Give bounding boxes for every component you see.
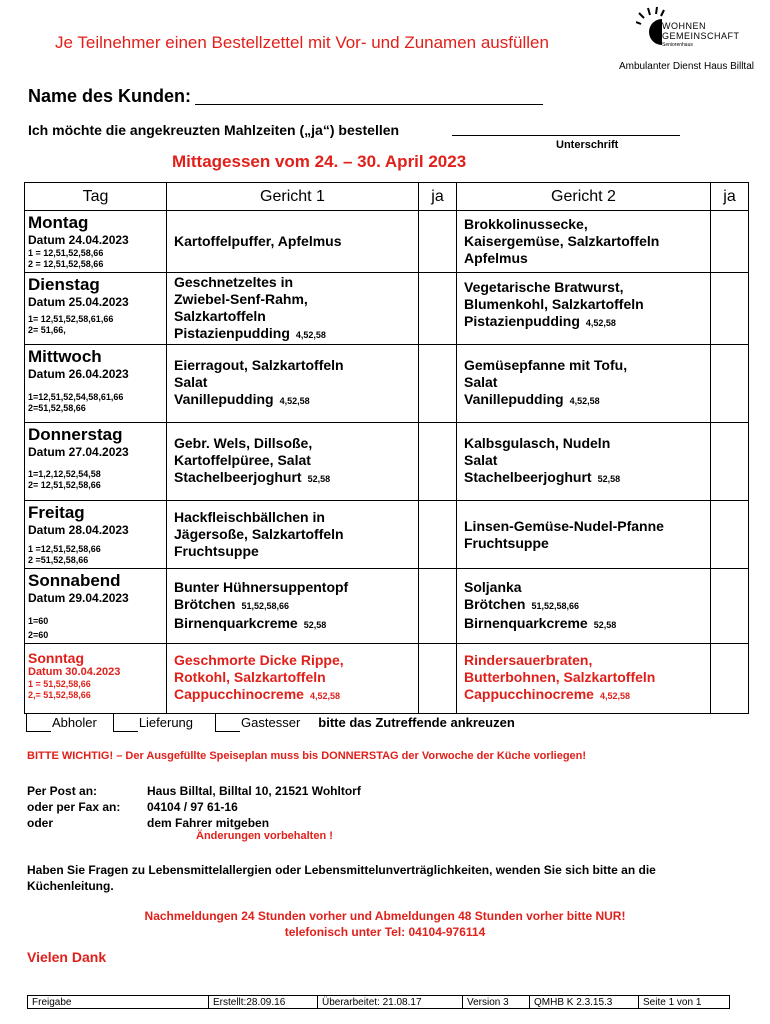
allergen-code: 4,52,58 <box>295 329 326 340</box>
customer-name-field[interactable] <box>195 104 543 105</box>
day-codes: 1=1,2,12,52,54,58 <box>28 469 101 479</box>
dish-line: Brötchen <box>464 595 526 612</box>
table-row <box>25 501 749 569</box>
footer-created: Erstellt:28.09.16 <box>209 996 318 1009</box>
dish1-cell <box>167 423 419 501</box>
dish1-cell <box>167 273 419 345</box>
dish2-cell <box>457 423 711 501</box>
contact-labels <box>27 783 120 831</box>
allergen-code: 52,58 <box>597 474 621 484</box>
signature-field[interactable] <box>452 135 680 136</box>
dish-line: Jägersoße, Salzkartoffeln <box>174 526 344 542</box>
important-note: BITTE WICHTIG! – Der Ausgefüllte Speiseplan muss bis DONNERSTAG der Vorwoche der Küche vorliegen! <box>27 750 587 762</box>
post-label: Per Post an: <box>27 784 98 798</box>
yes1-checkbox-cell[interactable] <box>419 644 457 714</box>
dish-line: Geschnetzeltes in <box>174 273 294 290</box>
option-delivery[interactable] <box>113 713 193 732</box>
day-name: Sonntag <box>28 650 84 666</box>
header-note: Je Teilnehmer einen Bestellzettel mit Vor- und Zunamen ausfüllen <box>55 33 549 52</box>
day-codes: 1 = 12,51,52,58,66 <box>28 248 104 258</box>
dish-line: Soljanka <box>464 578 522 595</box>
day-cell <box>25 501 167 569</box>
notice-line2: telefonisch unter Tel: 04104-976114 <box>284 925 486 939</box>
menu-header-row <box>25 183 749 211</box>
dish-line: Linsen-Gemüse-Nudel-Pfanne <box>464 517 664 534</box>
allergen-code: 52,58 <box>593 619 617 630</box>
yes2-checkbox-cell[interactable] <box>711 211 749 273</box>
yes2-checkbox-cell[interactable] <box>711 501 749 569</box>
allergen-code: 4,52,58 <box>309 691 340 701</box>
day-name: Donnerstag <box>28 425 123 444</box>
dish-line: Salat <box>464 452 498 468</box>
dish1-cell <box>167 501 419 569</box>
option-pickup[interactable] <box>26 713 97 732</box>
fax-number: 04104 / 97 61-16 <box>147 800 238 814</box>
day-name: Dienstag <box>28 275 100 294</box>
dish-line: Eierragout, Salzkartoffeln <box>174 357 344 373</box>
dish-line: Apfelmus <box>464 250 528 266</box>
dish-line: Birnenquarkcreme <box>464 614 588 631</box>
dish-line: Fruchtsuppe <box>464 534 549 551</box>
dish-line: Stachelbeerjoghurt <box>464 469 592 485</box>
day-codes: 1 = 51,52,58,66 <box>28 679 91 689</box>
allergen-code: 4,52,58 <box>569 396 600 406</box>
footer-revised: Überarbeitet: 21.08.17 <box>318 996 463 1009</box>
yes1-checkbox-cell[interactable] <box>419 345 457 423</box>
service-name: Ambulanter Dienst Haus Billtal <box>618 61 754 72</box>
driver-note: dem Fahrer mitgeben <box>147 816 270 830</box>
notice <box>0 908 770 940</box>
dish-line: Birnenquarkcreme <box>174 614 298 631</box>
dish-line: Vanillepudding <box>464 391 564 407</box>
yes1-checkbox-cell[interactable] <box>419 569 457 644</box>
day-cell <box>25 211 167 273</box>
signature-label: Unterschrift <box>556 139 619 151</box>
dish-line: Bunter Hühnersuppentopf <box>174 578 349 595</box>
day-date: Datum 30.04.2023 <box>28 666 121 678</box>
dish-line: Hackfleischbällchen in <box>174 509 325 525</box>
dish2-cell <box>457 345 711 423</box>
day-date: Datum 25.04.2023 <box>28 295 129 309</box>
dish2-cell <box>457 644 711 714</box>
logo-text-line2: GEMEINSCHAFT <box>662 31 740 41</box>
allergen-code: 51,52,58,66 <box>531 600 579 611</box>
dish2-cell <box>457 211 711 273</box>
logo <box>636 5 740 55</box>
day-cell <box>25 569 167 644</box>
guest-checkbox[interactable] <box>215 713 240 732</box>
dish-line: Butterbohnen, Salzkartoffeln <box>464 669 656 685</box>
table-row <box>25 569 749 644</box>
customer-name-label: Name des Kunden: <box>28 86 192 106</box>
delivery-checkbox[interactable] <box>113 713 138 732</box>
day-name: Mittwoch <box>28 347 102 366</box>
changes-reserved: Änderungen vorbehalten ! <box>196 830 333 842</box>
day-codes: 2= 51,66, <box>28 325 66 335</box>
dish-line: Blumenkohl, Salzkartoffeln <box>464 296 644 312</box>
day-cell <box>25 644 167 714</box>
or-label: oder <box>27 816 54 830</box>
yes2-checkbox-cell[interactable] <box>711 345 749 423</box>
dish-line: Pistazienpudding <box>464 313 580 329</box>
day-codes: 2 =51,52,58,66 <box>28 555 89 565</box>
yes2-checkbox-cell[interactable] <box>711 273 749 345</box>
day-codes: 2=51,52,58,66 <box>28 403 86 413</box>
dish1-cell <box>167 345 419 423</box>
option-guest[interactable] <box>215 713 300 732</box>
yes2-checkbox-cell[interactable] <box>711 644 749 714</box>
dish-line: Kalbsgulasch, Nudeln <box>464 435 611 451</box>
dish-line: Rindersauerbraten, <box>464 652 593 668</box>
allergen-code: 51,52,58,66 <box>241 600 289 611</box>
day-codes: 2=60 <box>28 630 49 640</box>
day-date: Datum 29.04.2023 <box>28 591 129 605</box>
header-dish2: Gericht 2 <box>457 183 711 211</box>
dish-line: Salat <box>464 374 498 390</box>
yes1-checkbox-cell[interactable] <box>419 273 457 345</box>
menu-title: Mittagessen vom 24. – 30. April 2023 <box>172 152 467 171</box>
order-statement: Ich möchte die angekreuzten Mahlzeiten („ja“) bestellen <box>28 122 400 138</box>
menu-table <box>24 182 749 714</box>
dish-line: Kaisergemüse, Salzkartoffeln <box>464 233 660 249</box>
day-codes: 2 = 12,51,52,58,66 <box>28 259 104 269</box>
yes2-checkbox-cell[interactable] <box>711 569 749 644</box>
dish-line: Gebr. Wels, Dillsoße, <box>174 435 313 451</box>
table-row <box>25 644 749 714</box>
header-dish1: Gericht 1 <box>167 183 419 211</box>
footer-release: Freigabe <box>28 996 209 1009</box>
dish-line: Fruchtsuppe <box>174 543 259 559</box>
header-yes1: ja <box>419 183 457 211</box>
pickup-label: Abholer <box>52 715 97 730</box>
delivery-options <box>26 713 515 732</box>
dish-line: Brokkolinussecke, <box>464 216 588 232</box>
day-cell <box>25 345 167 423</box>
allergen-code: 4,52,58 <box>599 691 630 701</box>
dish-line: Salat <box>174 374 208 390</box>
day-name: Montag <box>28 213 89 232</box>
logo-text-line1: WOHNEN <box>662 21 706 31</box>
header-day: Tag <box>25 183 167 211</box>
dish-line: Salzkartoffeln <box>174 307 266 324</box>
day-date: Datum 24.04.2023 <box>28 233 129 247</box>
dish-line: Gemüsepfanne mit Tofu, <box>464 357 628 373</box>
footer-version: Version 3 <box>463 996 530 1009</box>
address: Haus Billtal, Billtal 10, 21521 Wohltorf <box>147 784 361 798</box>
footer-doc-id: QMHB K 2.3.15.3 <box>530 996 639 1009</box>
day-codes: 1= 12,51,52,58,61,66 <box>28 314 114 324</box>
dish-line: Rotkohl, Salzkartoffeln <box>174 669 326 685</box>
day-name: Freitag <box>28 503 85 522</box>
footer-page: Seite 1 von 1 <box>639 996 730 1009</box>
allergen-code: 52,58 <box>307 474 331 484</box>
day-name: Sonnabend <box>28 571 121 590</box>
table-row <box>25 273 749 345</box>
dish-line: Geschmorte Dicke Rippe, <box>174 652 344 668</box>
allergy-note: Haben Sie Fragen zu Lebensmittelallergien oder Lebensmittelunverträglichkeiten, wenden Sie sich bitte an die Küchenleitung. <box>27 863 656 893</box>
guest-label: Gastesser <box>241 715 301 730</box>
day-codes: 1 =12,51,52,58,66 <box>28 544 101 554</box>
dish1-cell <box>167 569 419 644</box>
table-row <box>25 345 749 423</box>
contact-values <box>147 783 361 831</box>
yes1-checkbox-cell[interactable] <box>419 423 457 501</box>
dish1-cell <box>167 644 419 714</box>
dish1-cell <box>167 211 419 273</box>
logo-text-line3: Seniorenhaus <box>662 42 693 48</box>
dish-line: Kartoffelpüree, Salat <box>174 452 311 468</box>
delivery-label: Lieferung <box>138 715 194 730</box>
day-codes: 2= 12,51,52,58,66 <box>28 480 101 490</box>
dish-line: Vanillepudding <box>174 391 274 407</box>
day-date: Datum 26.04.2023 <box>28 367 129 381</box>
header-yes2: ja <box>711 183 749 211</box>
day-codes: 2,= 51,52,58,66 <box>28 690 91 700</box>
table-row <box>25 423 749 501</box>
day-cell <box>25 273 167 345</box>
allergen-code: 52,58 <box>303 619 327 630</box>
day-cell <box>25 423 167 501</box>
yes1-checkbox-cell[interactable] <box>419 211 457 273</box>
yes1-checkbox-cell[interactable] <box>419 501 457 569</box>
day-codes: 1=60 <box>28 616 49 626</box>
allergen-code: 4,52,58 <box>585 318 616 328</box>
pickup-checkbox[interactable] <box>26 713 51 732</box>
dish-line: Kartoffelpuffer, Apfelmus <box>174 233 342 249</box>
day-codes: 1=12,51,52,54,58,61,66 <box>28 392 124 402</box>
day-date: Datum 28.04.2023 <box>28 523 129 537</box>
allergen-code: 4,52,58 <box>279 396 310 406</box>
dish2-cell <box>457 501 711 569</box>
dish-line: Cappucchinocreme <box>174 686 304 702</box>
footer-table <box>27 995 730 1009</box>
dish-line: Zwiebel-Senf-Rahm, <box>174 290 308 307</box>
dish2-cell <box>457 273 711 345</box>
notice-line1: Nachmeldungen 24 Stunden vorher und Abmeldungen 48 Stunden vorher bitte NUR! <box>144 909 626 923</box>
day-date: Datum 27.04.2023 <box>28 445 129 459</box>
table-row <box>25 211 749 273</box>
yes2-checkbox-cell[interactable] <box>711 423 749 501</box>
dish2-cell <box>457 569 711 644</box>
dish-line: Stachelbeerjoghurt <box>174 469 302 485</box>
options-instruction: bitte das Zutreffende ankreuzen <box>318 715 515 730</box>
dish-line: Vegetarische Bratwurst, <box>464 279 624 295</box>
dish-line: Pistazienpudding <box>174 324 290 341</box>
thanks: Vielen Dank <box>27 949 107 965</box>
footer-row <box>28 996 730 1009</box>
dish-line: Cappucchinocreme <box>464 686 594 702</box>
dish-line: Brötchen <box>174 595 236 612</box>
fax-label: oder per Fax an: <box>27 800 121 814</box>
